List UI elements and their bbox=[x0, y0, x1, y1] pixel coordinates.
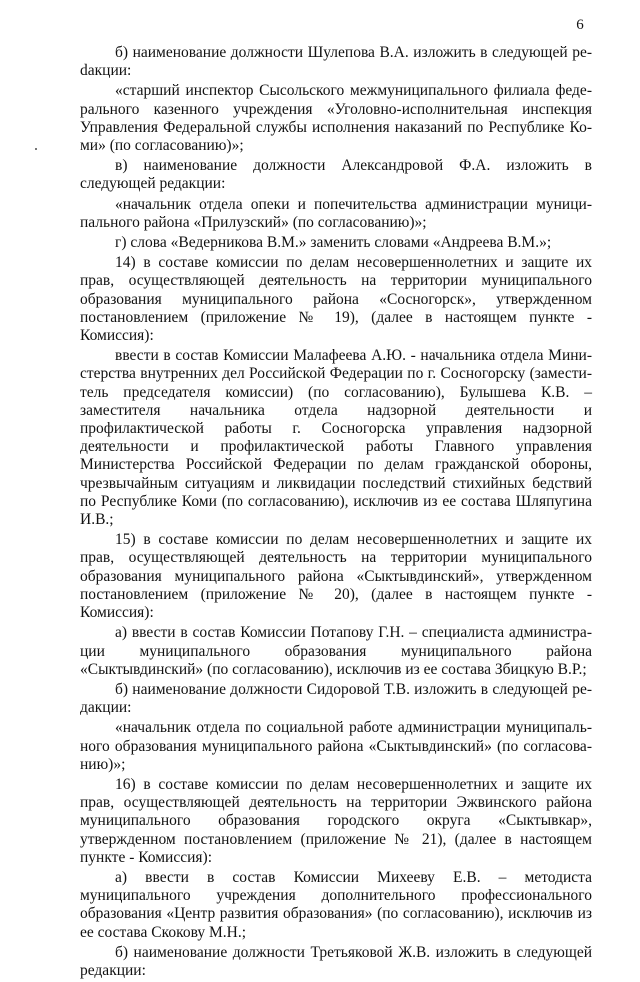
paragraph-v-alexandrova: в) наименование должности Александровой Ф.А. изложить в следующей редакции: bbox=[80, 157, 592, 193]
paragraph-social-work-head: «начальник отдела по социальной работе администрации муниципального образования муниципального района «Сыктывдинский» (по согласованию)»; bbox=[80, 719, 592, 773]
paragraph-item-16: 16) в составе комиссии по делам несовершеннолетних и защите их прав, осуществляющей деятельность на территории Эжвинского района муниципального образования городского округа «Сыктывкар», утвержденном постановлением (приложение № 21), (далее в настоящем пункте - Комиссия): bbox=[80, 775, 592, 866]
document-body bbox=[80, 44, 592, 982]
paragraph-b-sidorova: б) наименование должности Сидоровой Т.В. изложить в следующей редакции: bbox=[80, 680, 592, 717]
paragraph-b-tretyakova: б) наименование должности Третьяковой Ж.В. изложить в следующей редакции: bbox=[80, 943, 592, 979]
paragraph-a-potapova: а) ввести в состав Комиссии Потапову Г.Н. – специалиста администрации муниципального образования муниципального района «Сыктывдинский» (по согласованию), исключив из ее состава Збицкую В.Р.; bbox=[80, 624, 592, 678]
paragraph-a-mikheeva: а) ввести в состав Комиссии Михееву Е.В. – методиста муниципального учреждения дополнительного профессионального образования «Центр развития образования» (по согласованию), исключив из ее состава Скокову М.Н.; bbox=[80, 868, 592, 941]
paragraph-inspector-title: «старший инспектор Сысольского межмуниципального филиала федерального казенного учреждения «Уголовно-исполнительная инспекция Управления Федеральной службы исполнения наказаний по Республике Коми» (по согласованию)»; bbox=[80, 82, 592, 155]
paragraph-guardianship-head: «начальник отдела опеки и попечительства администрации муниципального района «Прилузский» (по согласованию)»; bbox=[80, 195, 592, 231]
page-number: 6 bbox=[576, 17, 584, 33]
paragraph-g-replace-words: г) слова «Ведерникова В.М.» заменить словами «Андреева В.М.»; bbox=[115, 234, 552, 252]
paragraph-b-shulepov: б) наименование должности Шулепова В.А. изложить в следующей реdакции: bbox=[80, 44, 592, 80]
margin-speck bbox=[35, 148, 37, 150]
paragraph-item-15: 15) в составе комиссии по делам несовершеннолетних и защите их прав, осуществляющей деятельность на территории муниципального образования муниципального района «Сыктывдинский», утвержденном постановлением (приложение № 20), (далее в настоящем пункте - Комиссия): bbox=[80, 531, 592, 622]
paragraph-item-14: 14) в составе комиссии по делам несовершеннолетних и защите их прав, осуществляющей деятельность на территории муниципального образования муниципального района «Сосногорск», утвержденном постановлением (приложение № 19), (далее в настоящем пункте - Комиссия): bbox=[80, 254, 592, 345]
paragraph-add-malafeev: ввести в состав Комиссии Малафеева А.Ю. - начальника отдела Министерства внутренних дел Российской Федерации по г. Сосногорску (заместитель председателя комиссии) (по согласованию), Булышева К.В. – заместителя начальника отдела надзорной деятельности и профилактической работы г. Сосногорска управления надзорной деятельности и профилактической работы Главного управления Министерства Российской Федерации по делам гражданской обороны, чрезвычайным ситуациям и ликвидации последствий стихийных бедствий по Республике Коми (по согласованию), исключив из ее состава Шляпугина И.В.; bbox=[80, 347, 592, 529]
